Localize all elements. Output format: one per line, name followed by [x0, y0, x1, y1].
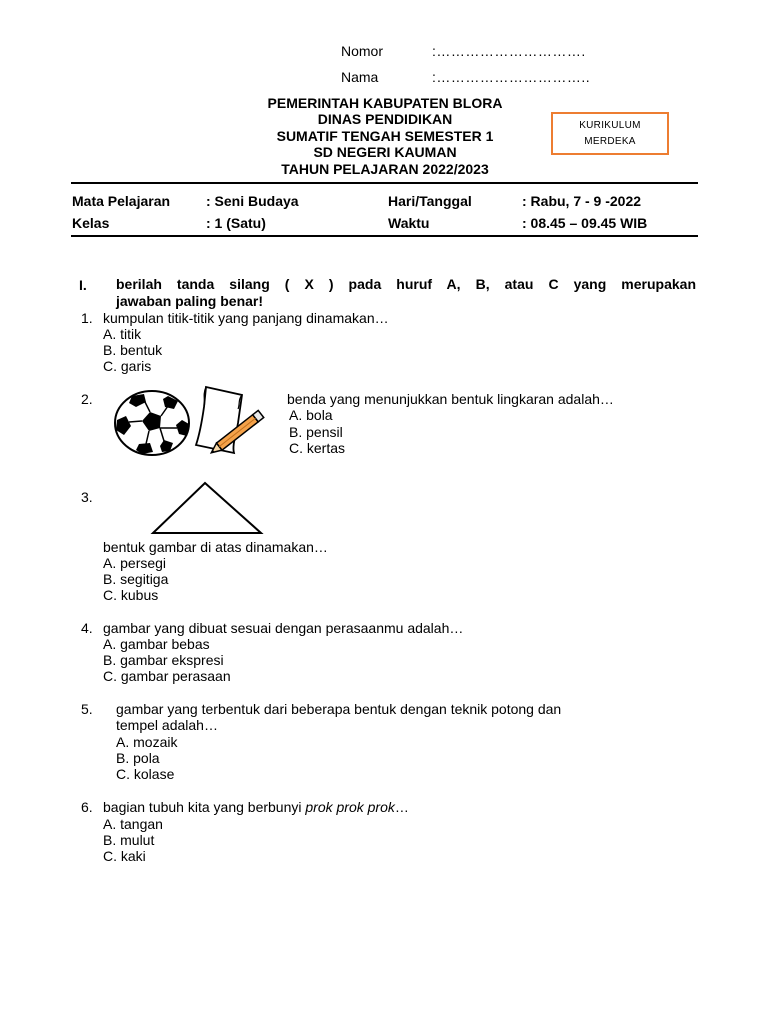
q6-option-b: B. mulut [103, 832, 155, 848]
q6-option-a: A. tangan [103, 816, 163, 832]
q1-option-c: C. garis [103, 358, 152, 374]
q6-text [103, 799, 409, 815]
q1-option-b: B. bentuk [103, 342, 163, 358]
q2-number: 2. [81, 391, 93, 407]
badge-line-2: MERDEKA [584, 136, 636, 147]
q6-number: 6. [81, 799, 93, 815]
mapel-value: : Seni Budaya [206, 193, 299, 209]
q3-option-c: C. kubus [103, 587, 159, 603]
divider-bottom [71, 235, 698, 237]
hari-label: Hari/Tanggal [388, 193, 472, 209]
q5-option-c: C. kolase [116, 766, 175, 782]
q5-number: 5. [81, 701, 93, 717]
header-line-3: SUMATIF TENGAH SEMESTER 1 [276, 128, 494, 144]
header-line-2: DINAS PENDIDIKAN [317, 111, 453, 127]
q3-option-a: A. persegi [103, 555, 167, 571]
instruction-line-2: jawaban paling benar! [116, 293, 264, 309]
nomor-value: :…………………………. [432, 43, 586, 59]
q4-text: gambar yang dibuat sesuai dengan perasaanmu adalah… [103, 620, 464, 636]
q3-option-b: B. segitiga [103, 571, 169, 587]
nama-value: :………………………….. [432, 69, 591, 85]
header-line-4: SD NEGERI KAUMAN [313, 144, 457, 160]
nomor-label: Nomor [341, 43, 384, 59]
instruction-line-1: berilah tanda silang ( X ) pada huruf A, B, atau C yang merupakan [116, 276, 696, 292]
kurikulum-badge [551, 112, 669, 155]
badge-line-1: KURIKULUM [579, 120, 641, 131]
q5-text-line-1: gambar yang terbentuk dari beberapa bentuk dengan teknik potong dan [116, 701, 562, 717]
q6-option-c: C. kaki [103, 848, 146, 864]
kelas-label: Kelas [72, 215, 110, 231]
q5-option-b: B. pola [116, 750, 160, 766]
kelas-value: : 1 (Satu) [206, 215, 266, 231]
q1-number: 1. [81, 310, 93, 326]
header-line-1: PEMERINTAH KABUPATEN BLORA [267, 95, 503, 111]
q6-text-after: … [394, 799, 409, 815]
hari-value: : Rabu, 7 - 9 -2022 [522, 193, 642, 209]
q2-option-c: C. kertas [289, 440, 346, 456]
q3-text: bentuk gambar di atas dinamakan… [103, 539, 328, 555]
q2-option-b: B. pensil [289, 424, 343, 440]
mapel-label: Mata Pelajaran [72, 193, 171, 209]
nama-label: Nama [341, 69, 379, 85]
q5-text-line-2: tempel adalah… [116, 717, 218, 733]
soccer-ball-icon [112, 388, 194, 458]
instruction-number: I. [79, 277, 87, 293]
paper-and-pencil-icon [192, 383, 274, 459]
q4-number: 4. [81, 620, 93, 636]
q4-option-b: B. gambar ekspresi [103, 652, 224, 668]
q6-text-before: bagian tubuh kita yang berbunyi [103, 799, 306, 815]
q1-text: kumpulan titik-titik yang panjang dinamakan… [103, 310, 389, 326]
q2-text: benda yang menunjukkan bentuk lingkaran adalah… [287, 391, 614, 407]
q6-text-italic: prok prok prok [305, 799, 395, 815]
waktu-label: Waktu [388, 215, 430, 231]
q2-option-a: A. bola [289, 407, 333, 423]
header-line-5: TAHUN PELAJARAN 2022/2023 [281, 161, 489, 177]
waktu-value: : 08.45 – 09.45 WIB [522, 215, 648, 231]
q5-option-a: A. mozaik [116, 734, 178, 750]
divider-top [71, 182, 698, 184]
triangle-shape [150, 480, 264, 536]
q4-option-c: C. gambar perasaan [103, 668, 231, 684]
q3-number: 3. [81, 489, 93, 505]
q4-option-a: A. gambar bebas [103, 636, 210, 652]
q1-option-a: A. titik [103, 326, 142, 342]
